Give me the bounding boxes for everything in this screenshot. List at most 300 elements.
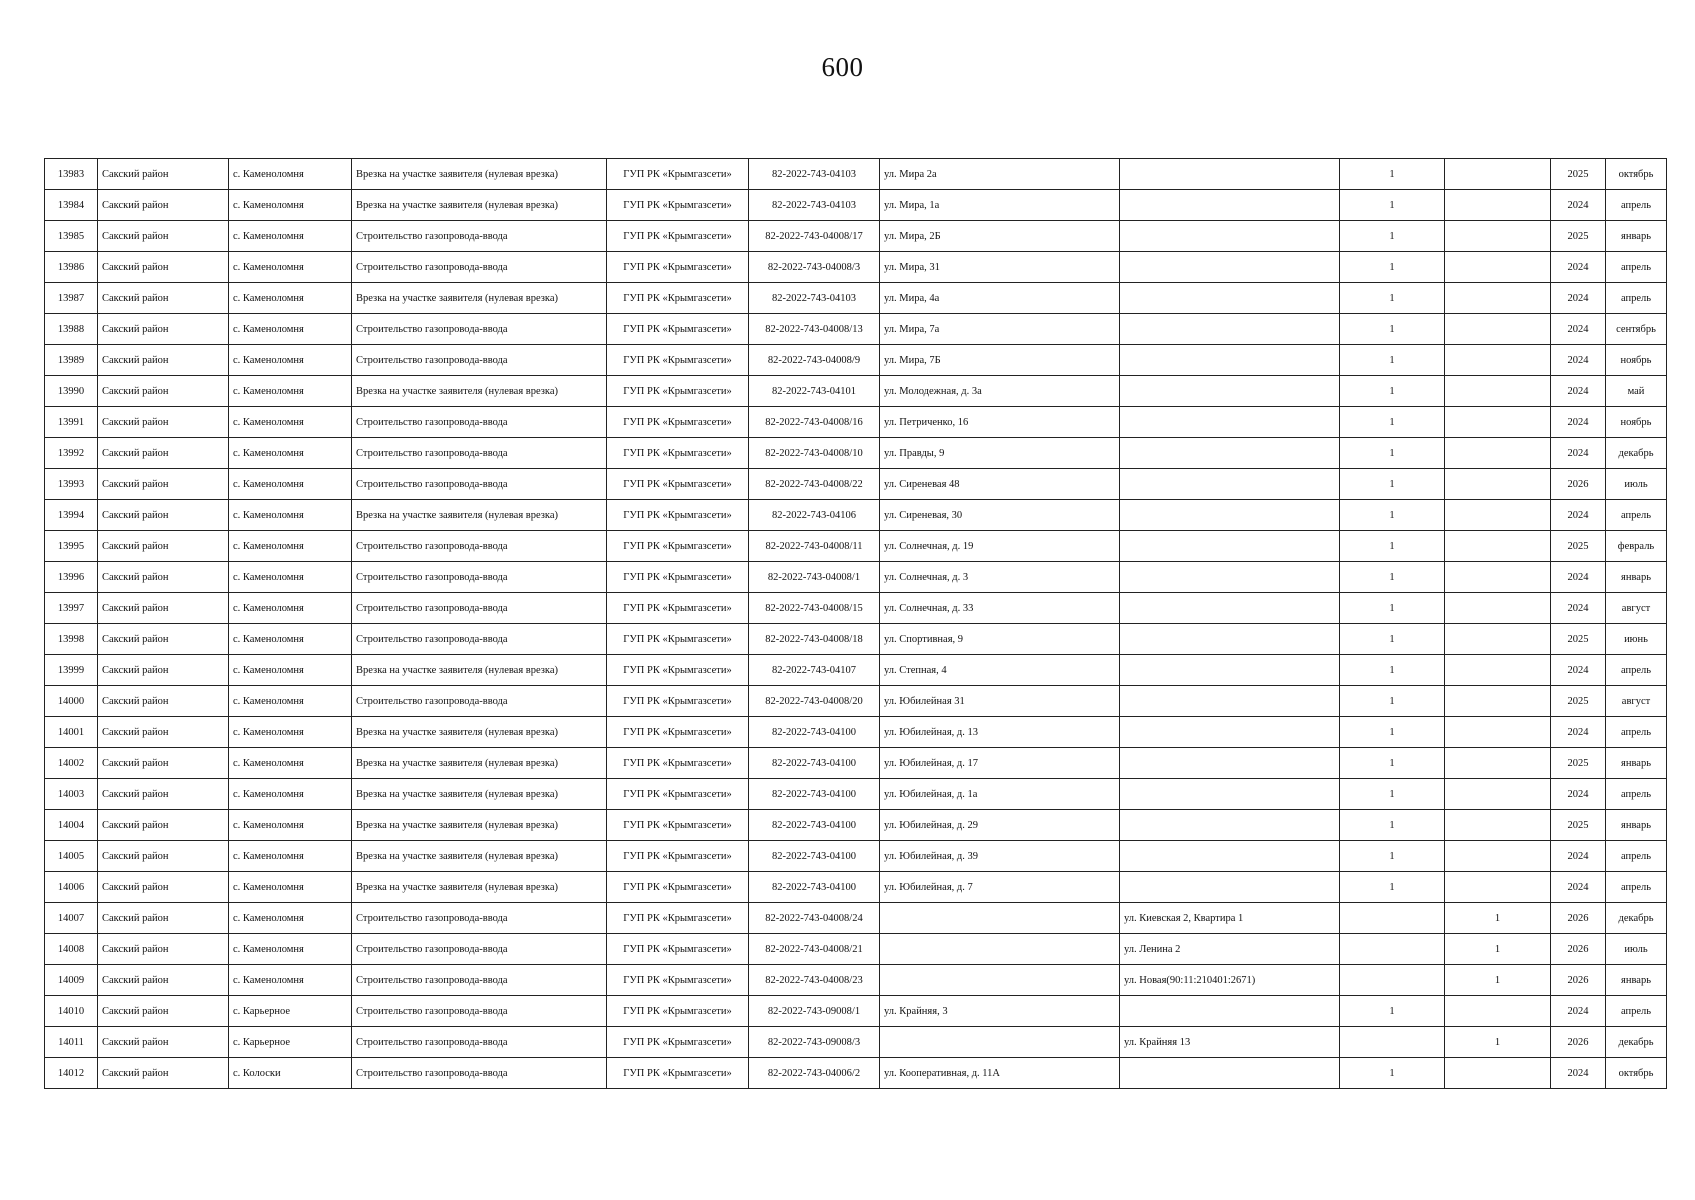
address-cell: ул. Юбилейная, д. 13 <box>880 717 1120 748</box>
organization-cell: ГУП РК «Крымгазсети» <box>607 531 749 562</box>
address-cell: ул. Юбилейная, д. 7 <box>880 872 1120 903</box>
work-type-cell: Строительство газопровода-ввода <box>352 996 607 1027</box>
program-code-cell: 82-2022-743-04008/13 <box>749 314 880 345</box>
quantity-alt-cell <box>1445 748 1551 779</box>
quantity-alt-cell: 1 <box>1445 934 1551 965</box>
address-alt-cell <box>1120 996 1340 1027</box>
quantity-cell: 1 <box>1340 252 1445 283</box>
table-row <box>45 1058 1667 1089</box>
month-cell: апрель <box>1606 283 1667 314</box>
table-row <box>45 562 1667 593</box>
organization-cell: ГУП РК «Крымгазсети» <box>607 996 749 1027</box>
district-cell: Сакский район <box>98 593 229 624</box>
table-row <box>45 903 1667 934</box>
district-cell: Сакский район <box>98 221 229 252</box>
table-row <box>45 779 1667 810</box>
quantity-cell <box>1340 965 1445 996</box>
program-code-cell: 82-2022-743-04008/15 <box>749 593 880 624</box>
program-code-cell: 82-2022-743-04100 <box>749 841 880 872</box>
work-type-cell: Врезка на участке заявителя (нулевая врезка) <box>352 190 607 221</box>
program-code-cell: 82-2022-743-04103 <box>749 190 880 221</box>
year-cell: 2025 <box>1551 221 1606 252</box>
address-alt-cell: ул. Ленина 2 <box>1120 934 1340 965</box>
table-row <box>45 190 1667 221</box>
quantity-cell: 1 <box>1340 748 1445 779</box>
quantity-alt-cell <box>1445 283 1551 314</box>
district-cell: Сакский район <box>98 903 229 934</box>
settlement-cell: с. Каменоломня <box>229 221 352 252</box>
quantity-cell: 1 <box>1340 593 1445 624</box>
quantity-cell: 1 <box>1340 345 1445 376</box>
address-cell: ул. Сиреневая 48 <box>880 469 1120 500</box>
month-cell: август <box>1606 686 1667 717</box>
program-code-cell: 82-2022-743-04100 <box>749 779 880 810</box>
quantity-alt-cell <box>1445 221 1551 252</box>
work-type-cell: Врезка на участке заявителя (нулевая врезка) <box>352 841 607 872</box>
program-code-cell: 82-2022-743-04008/11 <box>749 531 880 562</box>
district-cell: Сакский район <box>98 655 229 686</box>
address-cell: ул. Сиреневая, 30 <box>880 500 1120 531</box>
program-code-cell: 82-2022-743-04100 <box>749 748 880 779</box>
district-cell: Сакский район <box>98 345 229 376</box>
month-cell: январь <box>1606 562 1667 593</box>
address-alt-cell <box>1120 872 1340 903</box>
district-cell: Сакский район <box>98 252 229 283</box>
address-cell: ул. Мира, 31 <box>880 252 1120 283</box>
quantity-alt-cell <box>1445 686 1551 717</box>
table-row <box>45 934 1667 965</box>
month-cell: октябрь <box>1606 159 1667 190</box>
settlement-cell: с. Каменоломня <box>229 407 352 438</box>
month-cell: январь <box>1606 965 1667 996</box>
quantity-alt-cell <box>1445 407 1551 438</box>
address-cell: ул. Юбилейная, д. 39 <box>880 841 1120 872</box>
address-alt-cell <box>1120 810 1340 841</box>
quantity-cell: 1 <box>1340 221 1445 252</box>
district-cell: Сакский район <box>98 996 229 1027</box>
address-cell: ул. Мира, 1а <box>880 190 1120 221</box>
district-cell: Сакский район <box>98 748 229 779</box>
quantity-cell: 1 <box>1340 562 1445 593</box>
organization-cell: ГУП РК «Крымгазсети» <box>607 655 749 686</box>
program-code-cell: 82-2022-743-04008/24 <box>749 903 880 934</box>
quantity-cell <box>1340 934 1445 965</box>
organization-cell: ГУП РК «Крымгазсети» <box>607 810 749 841</box>
address-alt-cell <box>1120 686 1340 717</box>
year-cell: 2026 <box>1551 903 1606 934</box>
quantity-cell: 1 <box>1340 624 1445 655</box>
program-code-cell: 82-2022-743-04008/16 <box>749 407 880 438</box>
organization-cell: ГУП РК «Крымгазсети» <box>607 748 749 779</box>
settlement-cell: с. Каменоломня <box>229 159 352 190</box>
address-alt-cell <box>1120 314 1340 345</box>
table-body <box>45 159 1667 1089</box>
district-cell: Сакский район <box>98 624 229 655</box>
month-cell: май <box>1606 376 1667 407</box>
organization-cell: ГУП РК «Крымгазсети» <box>607 624 749 655</box>
organization-cell: ГУП РК «Крымгазсети» <box>607 965 749 996</box>
quantity-alt-cell <box>1445 345 1551 376</box>
district-cell: Сакский район <box>98 1027 229 1058</box>
work-type-cell: Врезка на участке заявителя (нулевая врезка) <box>352 748 607 779</box>
address-cell: ул. Спортивная, 9 <box>880 624 1120 655</box>
address-cell: ул. Солнечная, д. 19 <box>880 531 1120 562</box>
district-cell: Сакский район <box>98 500 229 531</box>
table-row <box>45 469 1667 500</box>
year-cell: 2025 <box>1551 624 1606 655</box>
month-cell: апрель <box>1606 500 1667 531</box>
year-cell: 2025 <box>1551 159 1606 190</box>
settlement-cell: с. Каменоломня <box>229 531 352 562</box>
district-cell: Сакский район <box>98 376 229 407</box>
table-row <box>45 717 1667 748</box>
organization-cell: ГУП РК «Крымгазсети» <box>607 872 749 903</box>
month-cell: январь <box>1606 748 1667 779</box>
table-row <box>45 810 1667 841</box>
settlement-cell: с. Каменоломня <box>229 686 352 717</box>
quantity-alt-cell <box>1445 159 1551 190</box>
work-type-cell: Врезка на участке заявителя (нулевая врезка) <box>352 717 607 748</box>
settlement-cell: с. Каменоломня <box>229 872 352 903</box>
year-cell: 2024 <box>1551 779 1606 810</box>
organization-cell: ГУП РК «Крымгазсети» <box>607 221 749 252</box>
settlement-cell: с. Каменоломня <box>229 655 352 686</box>
address-alt-cell: ул. Крайняя 13 <box>1120 1027 1340 1058</box>
settlement-cell: с. Каменоломня <box>229 779 352 810</box>
year-cell: 2025 <box>1551 531 1606 562</box>
month-cell: апрель <box>1606 872 1667 903</box>
year-cell: 2025 <box>1551 748 1606 779</box>
address-alt-cell <box>1120 748 1340 779</box>
address-alt-cell: ул. Киевская 2, Квартира 1 <box>1120 903 1340 934</box>
row-number-cell: 13994 <box>45 500 98 531</box>
row-number-cell: 13985 <box>45 221 98 252</box>
organization-cell: ГУП РК «Крымгазсети» <box>607 252 749 283</box>
work-type-cell: Врезка на участке заявителя (нулевая врезка) <box>352 810 607 841</box>
program-code-cell: 82-2022-743-04100 <box>749 810 880 841</box>
address-alt-cell <box>1120 190 1340 221</box>
program-code-cell: 82-2022-743-04008/10 <box>749 438 880 469</box>
program-code-cell: 82-2022-743-04008/20 <box>749 686 880 717</box>
table-row <box>45 500 1667 531</box>
settlement-cell: с. Каменоломня <box>229 841 352 872</box>
district-cell: Сакский район <box>98 283 229 314</box>
program-code-cell: 82-2022-743-04008/1 <box>749 562 880 593</box>
program-code-cell: 82-2022-743-09008/1 <box>749 996 880 1027</box>
organization-cell: ГУП РК «Крымгазсети» <box>607 1027 749 1058</box>
row-number-cell: 13983 <box>45 159 98 190</box>
row-number-cell: 14001 <box>45 717 98 748</box>
quantity-alt-cell <box>1445 562 1551 593</box>
row-number-cell: 13989 <box>45 345 98 376</box>
address-alt-cell: ул. Новая(90:11:210401:2671) <box>1120 965 1340 996</box>
table-row <box>45 438 1667 469</box>
quantity-cell: 1 <box>1340 500 1445 531</box>
year-cell: 2024 <box>1551 407 1606 438</box>
address-cell: ул. Кооперативная, д. 11А <box>880 1058 1120 1089</box>
address-cell: ул. Мира, 2Б <box>880 221 1120 252</box>
table-row <box>45 531 1667 562</box>
district-cell: Сакский район <box>98 1058 229 1089</box>
year-cell: 2024 <box>1551 376 1606 407</box>
year-cell: 2024 <box>1551 593 1606 624</box>
address-alt-cell <box>1120 221 1340 252</box>
address-alt-cell <box>1120 283 1340 314</box>
quantity-alt-cell <box>1445 841 1551 872</box>
work-type-cell: Врезка на участке заявителя (нулевая врезка) <box>352 500 607 531</box>
district-cell: Сакский район <box>98 190 229 221</box>
district-cell: Сакский район <box>98 159 229 190</box>
quantity-cell: 1 <box>1340 531 1445 562</box>
quantity-alt-cell <box>1445 1058 1551 1089</box>
month-cell: июль <box>1606 469 1667 500</box>
month-cell: август <box>1606 593 1667 624</box>
address-cell: ул. Мира 2а <box>880 159 1120 190</box>
quantity-cell: 1 <box>1340 686 1445 717</box>
work-type-cell: Строительство газопровода-ввода <box>352 531 607 562</box>
row-number-cell: 14005 <box>45 841 98 872</box>
work-type-cell: Строительство газопровода-ввода <box>352 624 607 655</box>
row-number-cell: 14007 <box>45 903 98 934</box>
address-cell <box>880 903 1120 934</box>
organization-cell: ГУП РК «Крымгазсети» <box>607 500 749 531</box>
district-cell: Сакский район <box>98 407 229 438</box>
work-type-cell: Строительство газопровода-ввода <box>352 345 607 376</box>
settlement-cell: с. Каменоломня <box>229 748 352 779</box>
quantity-cell: 1 <box>1340 717 1445 748</box>
row-number-cell: 14006 <box>45 872 98 903</box>
organization-cell: ГУП РК «Крымгазсети» <box>607 903 749 934</box>
year-cell: 2026 <box>1551 965 1606 996</box>
work-type-cell: Строительство газопровода-ввода <box>352 407 607 438</box>
quantity-alt-cell <box>1445 500 1551 531</box>
address-alt-cell <box>1120 159 1340 190</box>
address-alt-cell <box>1120 562 1340 593</box>
program-code-cell: 82-2022-743-04100 <box>749 717 880 748</box>
year-cell: 2024 <box>1551 872 1606 903</box>
row-number-cell: 14009 <box>45 965 98 996</box>
quantity-alt-cell <box>1445 624 1551 655</box>
settlement-cell: с. Каменоломня <box>229 500 352 531</box>
quantity-alt-cell <box>1445 717 1551 748</box>
address-cell: ул. Юбилейная, д. 29 <box>880 810 1120 841</box>
organization-cell: ГУП РК «Крымгазсети» <box>607 717 749 748</box>
work-type-cell: Врезка на участке заявителя (нулевая врезка) <box>352 655 607 686</box>
quantity-alt-cell <box>1445 438 1551 469</box>
program-code-cell: 82-2022-743-04008/3 <box>749 252 880 283</box>
quantity-cell: 1 <box>1340 469 1445 500</box>
address-cell <box>880 1027 1120 1058</box>
address-cell <box>880 965 1120 996</box>
table-row <box>45 872 1667 903</box>
district-cell: Сакский район <box>98 717 229 748</box>
quantity-cell: 1 <box>1340 376 1445 407</box>
address-cell: ул. Мира, 7Б <box>880 345 1120 376</box>
row-number-cell: 14004 <box>45 810 98 841</box>
district-cell: Сакский район <box>98 314 229 345</box>
year-cell: 2025 <box>1551 810 1606 841</box>
settlement-cell: с. Карьерное <box>229 1027 352 1058</box>
quantity-cell: 1 <box>1340 314 1445 345</box>
address-alt-cell <box>1120 717 1340 748</box>
address-alt-cell <box>1120 438 1340 469</box>
district-cell: Сакский район <box>98 686 229 717</box>
organization-cell: ГУП РК «Крымгазсети» <box>607 686 749 717</box>
quantity-alt-cell <box>1445 810 1551 841</box>
address-cell: ул. Степная, 4 <box>880 655 1120 686</box>
quantity-alt-cell <box>1445 469 1551 500</box>
quantity-cell: 1 <box>1340 841 1445 872</box>
table-row <box>45 314 1667 345</box>
table-row <box>45 686 1667 717</box>
row-number-cell: 13998 <box>45 624 98 655</box>
table-row <box>45 655 1667 686</box>
settlement-cell: с. Каменоломня <box>229 562 352 593</box>
quantity-cell: 1 <box>1340 283 1445 314</box>
work-type-cell: Врезка на участке заявителя (нулевая врезка) <box>352 159 607 190</box>
program-code-cell: 82-2022-743-04008/9 <box>749 345 880 376</box>
address-alt-cell <box>1120 841 1340 872</box>
month-cell: февраль <box>1606 531 1667 562</box>
year-cell: 2024 <box>1551 252 1606 283</box>
quantity-cell: 1 <box>1340 655 1445 686</box>
settlement-cell: с. Каменоломня <box>229 717 352 748</box>
district-cell: Сакский район <box>98 965 229 996</box>
quantity-alt-cell: 1 <box>1445 903 1551 934</box>
work-type-cell: Строительство газопровода-ввода <box>352 965 607 996</box>
program-code-cell: 82-2022-743-04008/23 <box>749 965 880 996</box>
program-code-cell: 82-2022-743-04103 <box>749 159 880 190</box>
work-type-cell: Строительство газопровода-ввода <box>352 314 607 345</box>
month-cell: ноябрь <box>1606 407 1667 438</box>
district-cell: Сакский район <box>98 438 229 469</box>
year-cell: 2024 <box>1551 996 1606 1027</box>
district-cell: Сакский район <box>98 531 229 562</box>
row-number-cell: 13992 <box>45 438 98 469</box>
address-cell: ул. Юбилейная 31 <box>880 686 1120 717</box>
table-row <box>45 1027 1667 1058</box>
table-row <box>45 407 1667 438</box>
settlement-cell: с. Каменоломня <box>229 314 352 345</box>
quantity-cell: 1 <box>1340 407 1445 438</box>
program-code-cell: 82-2022-743-04103 <box>749 283 880 314</box>
settlement-cell: с. Каменоломня <box>229 283 352 314</box>
organization-cell: ГУП РК «Крымгазсети» <box>607 438 749 469</box>
year-cell: 2025 <box>1551 686 1606 717</box>
work-type-cell: Строительство газопровода-ввода <box>352 221 607 252</box>
address-alt-cell <box>1120 469 1340 500</box>
address-alt-cell <box>1120 779 1340 810</box>
year-cell: 2024 <box>1551 655 1606 686</box>
month-cell: апрель <box>1606 190 1667 221</box>
quantity-cell: 1 <box>1340 779 1445 810</box>
settlement-cell: с. Каменоломня <box>229 376 352 407</box>
row-number-cell: 13993 <box>45 469 98 500</box>
work-type-cell: Строительство газопровода-ввода <box>352 903 607 934</box>
organization-cell: ГУП РК «Крымгазсети» <box>607 376 749 407</box>
address-alt-cell <box>1120 531 1340 562</box>
address-cell: ул. Крайняя, 3 <box>880 996 1120 1027</box>
district-cell: Сакский район <box>98 779 229 810</box>
organization-cell: ГУП РК «Крымгазсети» <box>607 314 749 345</box>
address-alt-cell <box>1120 376 1340 407</box>
work-type-cell: Врезка на участке заявителя (нулевая врезка) <box>352 779 607 810</box>
address-alt-cell <box>1120 593 1340 624</box>
year-cell: 2026 <box>1551 1027 1606 1058</box>
address-cell: ул. Юбилейная, д. 17 <box>880 748 1120 779</box>
row-number-cell: 13990 <box>45 376 98 407</box>
table-row <box>45 996 1667 1027</box>
program-code-cell: 82-2022-743-04006/2 <box>749 1058 880 1089</box>
year-cell: 2024 <box>1551 500 1606 531</box>
organization-cell: ГУП РК «Крымгазсети» <box>607 345 749 376</box>
work-type-cell: Строительство газопровода-ввода <box>352 686 607 717</box>
address-cell: ул. Мира, 4а <box>880 283 1120 314</box>
settlement-cell: с. Каменоломня <box>229 624 352 655</box>
work-type-cell: Строительство газопровода-ввода <box>352 593 607 624</box>
address-alt-cell <box>1120 655 1340 686</box>
quantity-cell: 1 <box>1340 810 1445 841</box>
program-code-cell: 82-2022-743-09008/3 <box>749 1027 880 1058</box>
table-row <box>45 593 1667 624</box>
district-cell: Сакский район <box>98 872 229 903</box>
district-cell: Сакский район <box>98 841 229 872</box>
program-code-cell: 82-2022-743-04101 <box>749 376 880 407</box>
year-cell: 2024 <box>1551 562 1606 593</box>
month-cell: апрель <box>1606 996 1667 1027</box>
quantity-cell: 1 <box>1340 438 1445 469</box>
quantity-alt-cell <box>1445 779 1551 810</box>
row-number-cell: 14002 <box>45 748 98 779</box>
settlement-cell: с. Каменоломня <box>229 593 352 624</box>
program-code-cell: 82-2022-743-04107 <box>749 655 880 686</box>
organization-cell: ГУП РК «Крымгазсети» <box>607 407 749 438</box>
settlement-cell: с. Каменоломня <box>229 469 352 500</box>
row-number-cell: 13997 <box>45 593 98 624</box>
settlement-cell: с. Каменоломня <box>229 190 352 221</box>
settlement-cell: с. Каменоломня <box>229 252 352 283</box>
table-row <box>45 748 1667 779</box>
table-row <box>45 376 1667 407</box>
month-cell: апрель <box>1606 779 1667 810</box>
row-number-cell: 14003 <box>45 779 98 810</box>
row-number-cell: 13986 <box>45 252 98 283</box>
program-code-cell: 82-2022-743-04008/21 <box>749 934 880 965</box>
month-cell: апрель <box>1606 717 1667 748</box>
year-cell: 2024 <box>1551 283 1606 314</box>
row-number-cell: 14010 <box>45 996 98 1027</box>
row-number-cell: 13988 <box>45 314 98 345</box>
address-cell: ул. Петриченко, 16 <box>880 407 1120 438</box>
settlement-cell: с. Колоски <box>229 1058 352 1089</box>
year-cell: 2026 <box>1551 469 1606 500</box>
program-code-cell: 82-2022-743-04106 <box>749 500 880 531</box>
program-code-cell: 82-2022-743-04008/18 <box>749 624 880 655</box>
table-row <box>45 345 1667 376</box>
organization-cell: ГУП РК «Крымгазсети» <box>607 841 749 872</box>
quantity-cell: 1 <box>1340 190 1445 221</box>
year-cell: 2024 <box>1551 345 1606 376</box>
organization-cell: ГУП РК «Крымгазсети» <box>607 934 749 965</box>
row-number-cell: 13996 <box>45 562 98 593</box>
address-cell: ул. Правды, 9 <box>880 438 1120 469</box>
organization-cell: ГУП РК «Крымгазсети» <box>607 159 749 190</box>
program-code-cell: 82-2022-743-04008/22 <box>749 469 880 500</box>
address-alt-cell <box>1120 500 1340 531</box>
month-cell: сентябрь <box>1606 314 1667 345</box>
month-cell: апрель <box>1606 252 1667 283</box>
table-row <box>45 221 1667 252</box>
